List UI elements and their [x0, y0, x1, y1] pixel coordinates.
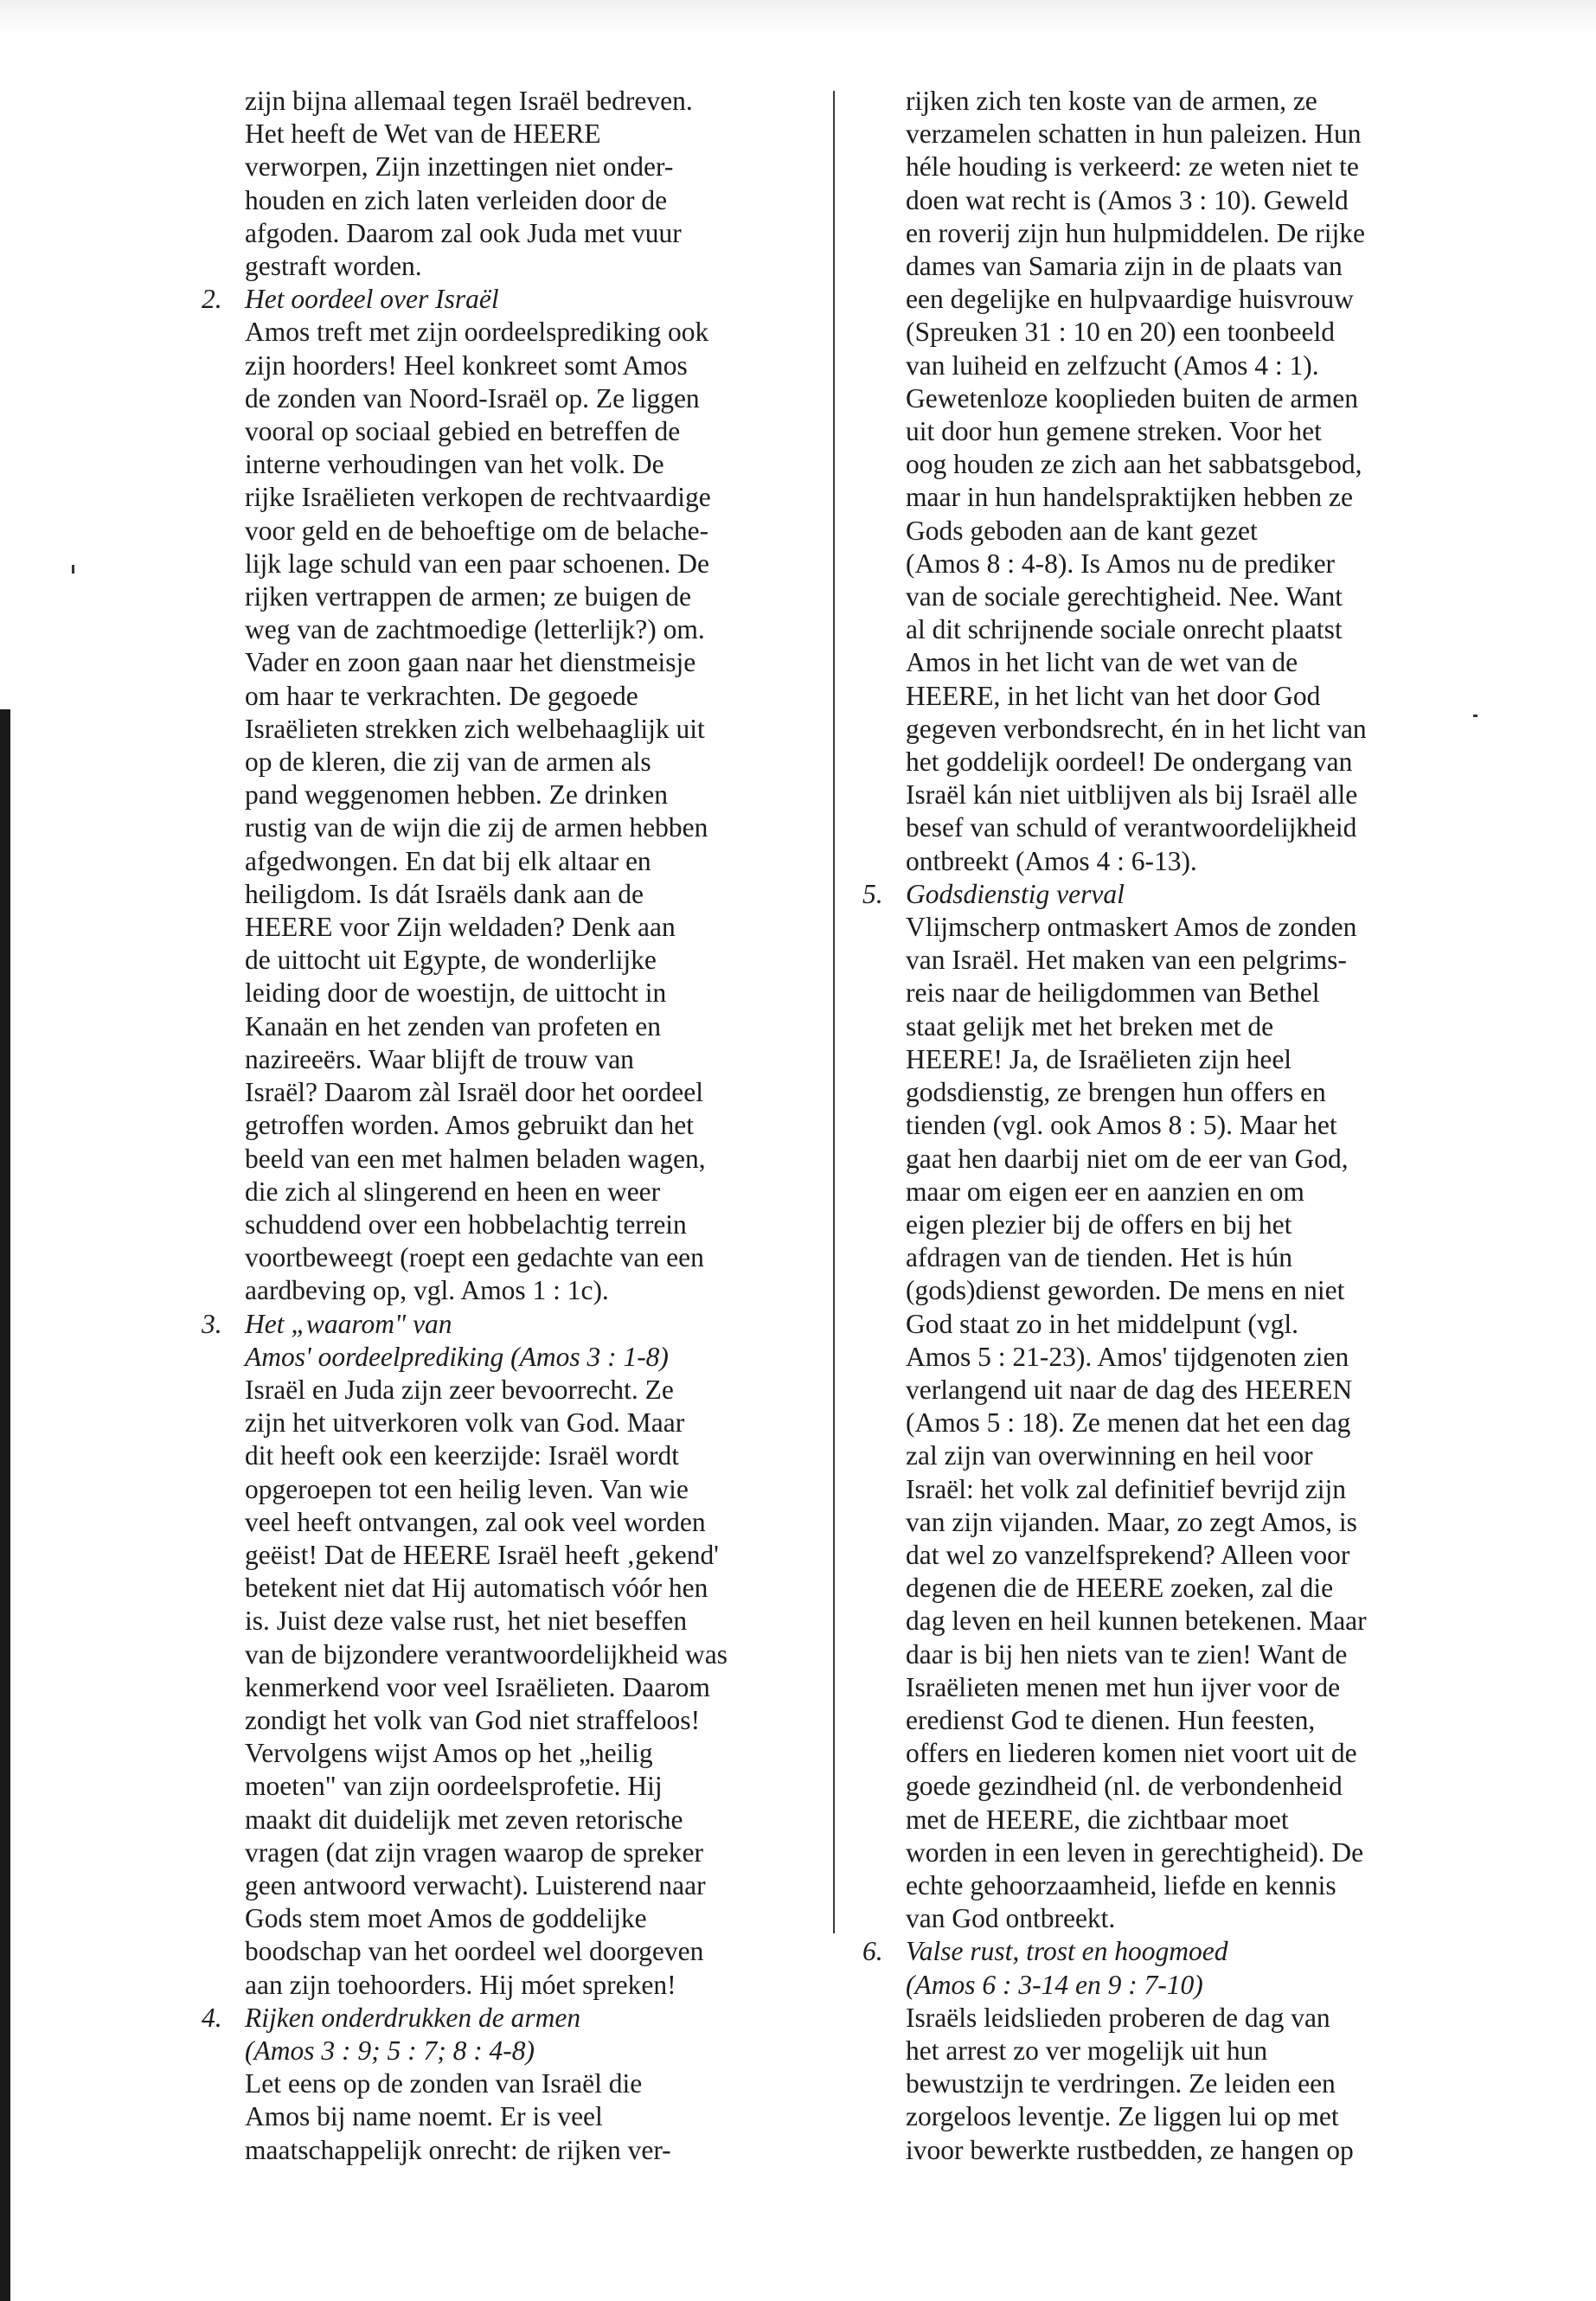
margin-mark — [1473, 715, 1477, 717]
scan-edge-left — [0, 709, 10, 2301]
section-title: (Amos 6 : 3-14 en 9 : 7-10) — [906, 1969, 1203, 2000]
text-line: Vervolgens wijst Amos op het „heilig — [245, 1738, 653, 1769]
text-line: eigen plezier bij de offers en bij het — [906, 1208, 1292, 1240]
text-line: zal zijn van overwinning en heil voor — [906, 1440, 1313, 1471]
section-heading — [202, 283, 833, 316]
text-line: (Amos 8 : 4-8). Is Amos nu de prediker — [906, 548, 1336, 579]
text-line: degenen die de HEERE zoeken, zal die — [906, 1573, 1334, 1604]
section-title: (Amos 3 : 9; 5 : 7; 8 : 4-8) — [245, 2035, 535, 2066]
text-line: vragen (dat zijn vragen waarop de spreker — [245, 1836, 703, 1868]
text-line: verzamelen schatten in hun paleizen. Hun — [906, 119, 1362, 150]
text-line: geen antwoord verwacht). Luisterend naar — [245, 1869, 706, 1900]
column-divider — [833, 91, 835, 1933]
text-line: interne verhoudingen van het volk. De — [245, 449, 664, 480]
text-line: Het heeft de Wet van de HEERE — [245, 119, 601, 150]
text-line: om haar te verkrachten. De gegoede — [245, 680, 638, 711]
section-title: Het oordeel over Israël — [245, 284, 499, 315]
text-line: afgoden. Daarom zal ook Juda met vuur — [245, 217, 682, 248]
text-line: veel heeft ontvangen, zal ook veel worden — [245, 1506, 706, 1537]
text-line: dat wel zo vanzelfsprekend? Alleen voor — [906, 1539, 1350, 1570]
text-line: godsdienstig, ze brengen hun offers en — [906, 1077, 1326, 1108]
text-line: echte gehoorzaamheid, liefde en kennis — [906, 1869, 1336, 1900]
text-line: Gods stem moet Amos de goddelijke — [245, 1903, 647, 1934]
text-line: de uittocht uit Egypte, de wonderlijke — [245, 945, 657, 976]
text-line: leiding door de woestijn, de uittocht in — [245, 977, 667, 1009]
text-line: Israël? Daarom zàl Israël door het oordeel — [245, 1077, 703, 1108]
text-line: Amos bij name noemt. Er is veel — [245, 2101, 603, 2132]
text-line: Vader en zoon gaan naar het dienstmeisje — [245, 647, 696, 678]
text-line: (Spreuken 31 : 10 en 20) een toonbeeld — [906, 317, 1335, 348]
section-number: 3. — [202, 1308, 222, 1339]
text-line: (gods)dienst geworden. De mens en niet — [906, 1275, 1345, 1306]
section-heading — [906, 1969, 1494, 2002]
text-line: (Amos 5 : 18). Ze menen dat het een dag — [906, 1407, 1351, 1439]
text-line: staat gelijk met het breken met de — [906, 1010, 1274, 1042]
text-line: ontbreekt (Amos 4 : 6-13). — [906, 845, 1197, 876]
text-line: offers en liederen komen niet voort uit de — [906, 1738, 1357, 1769]
text-line: van luiheid en zelfzucht (Amos 4 : 1). — [906, 349, 1319, 381]
text-line: Amos treft met zijn oordeelsprediking ook — [245, 317, 709, 348]
text-line: gestraft worden. — [245, 251, 422, 282]
section-title: Valse rust, trost en hoogmoed — [906, 1936, 1228, 1967]
text-line: aardbeving op, vgl. Amos 1 : 1c). — [245, 1275, 609, 1306]
text-line: van Israël. Het maken van een pelgrims- — [906, 945, 1347, 976]
text-line: al dit schrijnende sociale onrecht plaatst — [906, 614, 1343, 645]
text-line: geëist! Dat de HEERE Israël heeft ‚gekend' — [245, 1539, 719, 1570]
text-line: voor geld en de behoeftige om de belache- — [245, 515, 709, 546]
text-line: van de sociale gerechtigheid. Nee. Want — [906, 581, 1343, 612]
text-line: Amos in het licht van de wet van de — [906, 647, 1298, 678]
text-line: eredienst God te dienen. Hun feesten, — [906, 1704, 1316, 1735]
text-line: Israëlieten strekken zich welbehaaglijk uit — [245, 713, 705, 744]
text-line: weg van de zachtmoedige (letterlijk?) om. — [245, 614, 705, 645]
text-line: kenmerkend voor veel Israëlieten. Daarom — [245, 1671, 710, 1702]
section-title: Godsdienstig verval — [906, 878, 1125, 909]
text-line: goede gezindheid (nl. de verbondenheid — [906, 1771, 1343, 1802]
text-line: rijke Israëlieten verkopen de rechtvaardige — [245, 482, 711, 513]
text-line: met de HEERE, die zichtbaar moet — [906, 1804, 1289, 1835]
text-line: zijn het uitverkoren volk van God. Maar — [245, 1407, 685, 1439]
text-line: doen wat recht is (Amos 3 : 10). Geweld — [906, 184, 1349, 215]
section-number: 2. — [202, 284, 222, 315]
right-column — [862, 85, 1494, 2167]
text-line: boodschap van het oordeel wel doorgeven — [245, 1936, 704, 1967]
text-line: afdragen van de tienden. Het is hún — [906, 1242, 1292, 1273]
text-line: verlangend uit naar de dag des HEEREN — [906, 1374, 1353, 1405]
text-line: dames van Samaria zijn in de plaats van — [906, 251, 1343, 282]
text-line: Kanaän en het zenden van profeten en — [245, 1010, 662, 1042]
section-number: 6. — [862, 1936, 883, 1967]
text-line: Gewetenloze kooplieden buiten de armen — [906, 382, 1359, 413]
text-line: Amos 5 : 21-23). Amos' tijdgenoten zien — [906, 1341, 1349, 1372]
left-column — [202, 85, 833, 2167]
text-line: beeld van een met halmen beladen wagen, — [245, 1143, 706, 1174]
text-line: het arrest zo ver mogelijk uit hun — [906, 2035, 1268, 2066]
section-number: 5. — [862, 878, 883, 909]
text-line: rijken vertrappen de armen; ze buigen de — [245, 581, 692, 612]
text-line: schuddend over een hobbelachtig terrein — [245, 1208, 687, 1240]
text-line: Israël kán niet uitblijven als bij Israël alle — [906, 779, 1358, 811]
text-line: het goddelijk oordeel! De ondergang van — [906, 747, 1353, 778]
text-line: HEERE, in het licht van het door God — [906, 680, 1321, 711]
text-line: verworpen, Zijn inzettingen niet onder- — [245, 151, 674, 183]
text-line: aan zijn toehoorders. Hij móet spreken! — [245, 1969, 676, 2000]
section-heading — [202, 1308, 833, 1341]
text-line: heiligdom. Is dát Israëls dank aan de — [245, 878, 644, 909]
section-number: 4. — [202, 2002, 222, 2033]
text-line: worden in een leven in gerechtigheid). De — [906, 1836, 1364, 1868]
text-line: tienden (vgl. ook Amos 8 : 5). Maar het — [906, 1110, 1337, 1141]
text-line: pand weggenomen hebben. Ze drinken — [245, 779, 668, 811]
text-line: van de bijzondere verantwoordelijkheid was — [245, 1638, 728, 1670]
text-line: maar om eigen eer en aanzien en om — [906, 1176, 1304, 1207]
scan-shadow-top — [0, 0, 1596, 35]
text-line: van God ontbreekt. — [906, 1903, 1116, 1934]
text-line: een degelijke en hulpvaardige huisvrouw — [906, 284, 1354, 315]
section-heading — [245, 1341, 833, 1374]
text-line: dit heeft ook een keerzijde: Israël wordt — [245, 1440, 680, 1471]
text-line: die zich al slingerend en heen en weer — [245, 1176, 661, 1207]
section-title: Rijken onderdrukken de armen — [245, 2002, 581, 2033]
text-line: HEERE! Ja, de Israëlieten zijn heel — [906, 1043, 1292, 1074]
text-line: vooral op sociaal gebied en betreffen de — [245, 416, 681, 447]
section-title: Het „waarom" van — [245, 1308, 452, 1339]
section-heading — [862, 1935, 1494, 1968]
text-line: maar in hun handelspraktijken hebben ze — [906, 482, 1353, 513]
margin-mark — [72, 565, 74, 574]
text-line: Israël: het volk zal definitief bevrijd zijn — [906, 1473, 1347, 1504]
text-line: opgeroepen tot een heilig leven. Van wie — [245, 1473, 689, 1504]
text-line: maakt dit duidelijk met zeven retorische — [245, 1804, 683, 1835]
text-line: oog houden ze zich aan het sabbatsgebod, — [906, 449, 1362, 480]
text-line: Gods geboden aan de kant gezet — [906, 515, 1258, 546]
text-line: God staat zo in het middelpunt (vgl. — [906, 1308, 1299, 1339]
text-line: HEERE voor Zijn weldaden? Denk aan — [245, 912, 676, 943]
section-title: Amos' oordeelprediking (Amos 3 : 1-8) — [245, 1341, 669, 1372]
text-line: daar is bij hen niets van te zien! Want de — [906, 1638, 1348, 1670]
text-line: rustig van de wijn die zij de armen hebben — [245, 812, 708, 843]
section-heading — [202, 2002, 833, 2035]
text-line: gegeven verbondsrecht, én in het licht van — [906, 713, 1367, 744]
text-line: afgedwongen. En dat bij elk altaar en — [245, 845, 651, 876]
text-line: van zijn vijanden. Maar, zo zegt Amos, is — [906, 1506, 1357, 1537]
text-line: gaat hen daarbij niet om de eer van God, — [906, 1143, 1349, 1174]
text-line: Let eens op de zonden van Israël die — [245, 2068, 643, 2099]
text-line: Vlijmscherp ontmaskert Amos de zonden — [906, 912, 1357, 943]
text-line: Israëls leidslieden proberen de dag van — [906, 2002, 1330, 2033]
text-line: op de kleren, die zij van de armen als — [245, 747, 651, 778]
text-line: moeten" van zijn oordeelsprofetie. Hij — [245, 1771, 663, 1802]
text-line: zijn hoorders! Heel konkreet somt Amos — [245, 349, 688, 381]
text-line: betekent niet dat Hij automatisch vóór hen — [245, 1573, 708, 1604]
text-line: Israël en Juda zijn zeer bevoorrecht. Ze — [245, 1374, 674, 1405]
text-line: lijk lage schuld van een paar schoenen. De — [245, 548, 710, 579]
text-line: is. Juist deze valse rust, het niet beseffen — [245, 1606, 688, 1637]
section-heading — [245, 2035, 833, 2067]
text-line: héle houding is verkeerd: ze weten niet te — [906, 151, 1359, 183]
text-line: bewustzijn te verdringen. Ze leiden een — [906, 2068, 1336, 2099]
text-line: en roverij zijn hun hulpmiddelen. De rijke — [906, 217, 1365, 248]
text-line: uit door hun gemene streken. Voor het — [906, 416, 1322, 447]
text-line: houden en zich laten verleiden door de — [245, 184, 668, 215]
text-line: voortbeweegt (roept een gedachte van een — [245, 1242, 704, 1273]
text-line: Israëlieten menen met hun ijver voor de — [906, 1671, 1341, 1702]
text-line: maatschappelijk onrecht: de rijken ver- — [245, 2134, 671, 2165]
text-line: besef van schuld of verantwoordelijkheid — [906, 812, 1357, 843]
text-line: ivoor bewerkte rustbedden, ze hangen op — [906, 2134, 1354, 2165]
text-line: zorgeloos leventje. Ze liggen lui op met — [906, 2101, 1339, 2132]
text-line: de zonden van Noord-Israël op. Ze liggen — [245, 382, 700, 413]
text-line: reis naar de heiligdommen van Bethel — [906, 977, 1320, 1009]
text-line: rijken zich ten koste van de armen, ze — [906, 86, 1317, 116]
text-line: zijn bijna allemaal tegen Israël bedreven. — [245, 86, 693, 116]
text-line: zondigt het volk van God niet straffeloos! — [245, 1704, 701, 1735]
text-line: dag leven en heil kunnen betekenen. Maar — [906, 1606, 1367, 1637]
section-heading — [862, 878, 1494, 911]
text-line: nazireeërs. Waar blijft de trouw van — [245, 1043, 634, 1074]
text-line: getroffen worden. Amos gebruikt dan het — [245, 1110, 695, 1141]
